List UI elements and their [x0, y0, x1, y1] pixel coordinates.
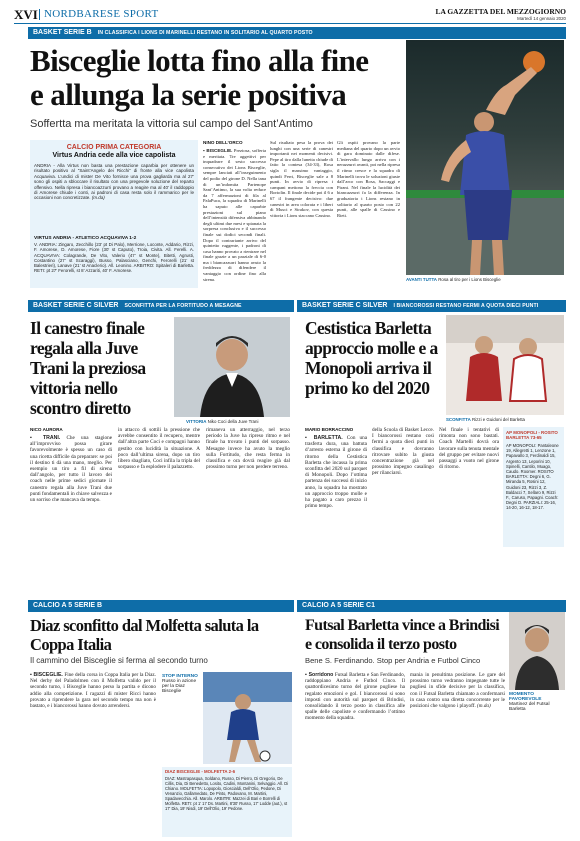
basketball-photo-caption	[406, 277, 564, 282]
caption-text: Niko Coci della Juve Trani	[207, 419, 259, 424]
futsal-headline: Futsal Barletta vince a Brindisi e consolida il terzo posto	[305, 617, 500, 653]
futsal-photo-caption	[509, 692, 565, 712]
top-article-col-1	[203, 140, 266, 290]
calcio-score-title: VIRTUS ANDRIA - ATLETICO ACQUAVIVA 1-2	[34, 236, 137, 241]
calcio-box-kicker: CALCIO PRIMA CATEGORIA	[66, 144, 162, 151]
section-tag: BASKET SERIE C SILVER	[33, 302, 119, 309]
futsal-photo	[509, 612, 565, 690]
article-text: ▪ BARLETTA. Con una trasferta dura, una battuta d’arresto esterna il girone di ritorno della Cestistica Barletta che incassa la prima sconfitta del 2020 sul parquet di Monopoli. Dopo l’ottima partenza dei successi di inizio anno, la squadra ha mostrato un approccio troppo molle e ha pagato a caro prezzo il primo tempo.	[305, 435, 368, 510]
juve-col-1	[30, 427, 112, 597]
futsal-col-1: ▪ Sorridono Futsal Barletta e San Ferdinando, raddoppiano Andria e Futbol Cinco. Il quattordicesimo turno del girone pugliese ha regalato emozioni e gol. I biancorossi si sono imposti con autorità sul parquet di Brindisi, consolidando il terzo posto in classifica alle spalle delle capoliste e confermando l’ottimo momento della squadra.	[305, 672, 406, 722]
article-text: ▪ BISCEGLIE. Preziosa, sofferta e meritata. Tre aggettivi per inquadrare il sesto successo consecutivo dei Lions Bisceglie, sempre lanciati all’inseguimento del podio del girone D. Nella tana di un’indomita Partenope Sant’Antimo, la sua volta reduce da 7 affermazioni di fila al PalaPuca, la squadra di Marinelli ha saputo alle caparbie prestazioni sul piano dell’intensità difensiva abbinando degli ultimi due mesi e spianata la sorpresa conclusiva e il successo finale sui dodici secondi finali. Dopo il contrariante arrivo del quintetto ruggente, i padroni di casa hanno provato a rientrare nel finale grazie a un parziale di 6-0 ma i biancazzurri hanno avuto la freddezza di difendere il vantaggio con ordine fino alla sirena.	[203, 148, 266, 282]
article-byline: MARIO BORRACCINO	[305, 427, 354, 432]
barletta-score-box	[503, 427, 564, 547]
section-tag: CALCIO A 5 SERIE B	[33, 602, 103, 609]
page-number: XVI	[14, 7, 38, 22]
juve-col-3: rimaneva un atterraggio, nel terzo periodo la Juve ha ripreso ritmo e nel finale ha trovato i punti del sorpasso. Mesagne invece ha avuto la meglio sulla Fortitudo, che resta ferma in classifica e ora dovrà reagire già dal prossimo turno per non perdere terreno.	[206, 427, 290, 471]
issue-date: Martedì 14 gennaio 2020	[517, 16, 566, 21]
top-article-col-3: Gli ospiti provano la parte mediana del quarto dopo un avvio di gara dominato dalle difese. L’intervallo lungo arriva con i nerazzurri avanti, poi nella ripresa il ritmo cresce e la squadra di Marinelli trova le soluzioni giuste dall’arco con Rosa, Saccaggi e Pirani. Nel finale la lucidità dei biancazzurri fa la differenza. In graduatoria i Lions restano in solitario al quarto posto con 22 punti, alle spalle di Cassino e Rieti.	[337, 140, 400, 218]
portrait-illustration	[509, 612, 565, 690]
main-headline-line-1: Bisceglie lotta fino alla fine	[30, 43, 369, 78]
section-bar-silver-left	[28, 300, 294, 312]
calcio-box-title: Virtus Andria cede alla vice capolista	[52, 152, 176, 159]
caption-label: AVANTI TUTTA	[406, 277, 437, 282]
section-title: NORDBARESE SPORT	[44, 8, 159, 20]
futsal-player-illustration	[203, 672, 292, 764]
futsal-col-2: mania in penultima posizione. Le gare del prossimo turno vedranno impegnate tutte le pugliesi in sfide decisive per la classifica, con il Futsal Barletta chiamato a confermarsi in casa contro una diretta concorrente per le posizioni che valgono i playoff. (m.da)	[410, 672, 505, 710]
section-tag: BASKET SERIE C SILVER	[302, 302, 388, 309]
player-illustration	[406, 40, 564, 275]
section-bar-calcio5-c1	[297, 600, 566, 612]
barletta-headline: Cestistica Barletta approccio molle e a Monopoli arriva il primo ko del 2020	[305, 318, 438, 398]
caption-label: VITTORIA	[186, 419, 207, 424]
score-text: DIAZ: Mastrapasqua, Soldano, Russo, Di Pierro, Di Gregorio, De Cillis, Dia, Di Benedetto, Losito, Cadini, Montanini, Selvaggio. All. Di Chiano. MOLFETTA: Lopopolo, Gioscialdi, Dell’Olio, Pedone, Di Venanzio, Gallamedato, De Pinto, Padovano, M. Martini, Spadavecchia. All. Marolo. ARBITRI: Mazzei di Bari e Borrelli di Molfetta. RETI: pt 1' 17 Ds. Martini, 8'30' Russo, 17' Lodde (aut.), st 17' Dia, 19' Nisdi, 19' Dell'Olio, 19' Pedone.	[165, 776, 289, 811]
basketball-photo	[406, 40, 564, 275]
article-byline: NICO AURORA	[30, 427, 63, 432]
juve-col-2: in attacco di sottili la pressione che avrebbe consentito il recupero, mentre dall’altra parte Coci e compagni hanno gestito con lucidità la situazione. A poco dall’ultima sirena, dopo un tiro libero sbagliato, Coci infila la tripla del sorpasso e fa esplodere il palazzetto.	[118, 427, 200, 471]
coci-photo	[174, 317, 290, 417]
score-text: AP MONOPOLI: Pantaleone 19, Allegretti 1, Lenzone 1, Papavallo 3, Ferdinaldi 15, Argento 13, Leporini 10, Spinelli, Cantilo, Muago, Caudo. Roomer. ROSITO BARLETTA: Degni 6, G. Miranda 5, Rosini 12, Guidoni 23, Rizzi 3, Z. Baldacci 7, Sellaro 9, Rizzi F., Caruso, Papagni. Coach: Degni D. PARZIALI: 25-16, 14-20, 16-12, 18-17.	[506, 443, 559, 511]
caption-label: MOMENTO FAVOREVOLE	[509, 692, 542, 702]
article-text: ▪ TRANI. Che una stagione all’improvviso possa girare favorevolmente è spesso un caso di una ricetta difficile da preparare: se poi il destino ti dà una mano, meglio. Per esempio un tiro a fil di sirena dall’angolo, per tutto il lavoro dei coach nelle prime sedici giornate il canestro regala alla Juve Trani due punti fondamentali in chiave salvezza e un sorriso che mancava da tempo.	[30, 435, 112, 504]
calcio-score-text: V. ANDRIA: Zingaro, Zecchillo (23’ pt Di Palo), Merrione, Loconte, Addario, Rizzi, F. Amorese, D. Amorese, Fiore (30’ st Caputo), Troia, Civita. All. Ferelli. A. ACQUAVIVA: Colagrande, De Vito, Valerio (47’ st Monte), Bitetti, Agrusti, Costantino (27’ st Scaraggi), Busso, Palasciano, Genchi, Ferorelli (21’ st Balestrieri), Lanave (21’ st Anaclerio). All. Leonino. ARBITRO: Spitaleri di Barletta. RETI: pt 27’ Ferorelli, st 8’ Azzariti, 40’ F. Amorese.	[34, 242, 194, 274]
main-headline-line-2: e allunga la serie positiva	[30, 77, 347, 112]
masthead: LA GAZZETTA DEL MEZZOGIORNO	[435, 7, 566, 16]
main-subhead: Soffertta ma meritata la vittoria sul campo del Sant’Antimo	[30, 118, 313, 130]
section-subtitle: IN CLASSIFICA I LIONS DI MARINELLI RESTANO IN SOLITARIO AL QUARTO POSTO	[97, 30, 313, 36]
diaz-photo-caption	[162, 674, 200, 694]
main-headline	[30, 44, 430, 112]
caption-text: Rosa al tiro per i Lions Bisceglie	[438, 277, 501, 282]
calcio-box-text: ANDRIA - Alla Virtus non basta una prestazione caparbia per ottenere un risultato positivo al “Saint’Angelo dei Ricchi” di fronte alla vice capolista Acquaviva. L’undici di mister De Vito fornisce una prova gagliarda ma al 27’ sono gli ospiti a sbloccare il risultato con una pregevole soluzione del reparto offensivo. Nella ripresa i biancoazzurri provano a reagire ma al 40’ il raddoppio di Amorese chiude i conti, ai padroni di casa resta solo il rammarico per le occasioni non concretizzate. (m.da)	[34, 163, 194, 201]
coach-illustration	[174, 317, 290, 417]
caption-label: SCONFITTA	[446, 417, 471, 422]
section-bar-silver-right	[297, 300, 566, 312]
barletta-col-1	[305, 427, 367, 597]
section-bar-basket-b	[28, 27, 566, 39]
top-article-col-2: Sul risultato pesa la prova dei lunghi con una serie di canestri importanti nei momenti decisivi. Pepe al tiro dalla lunetta chiude di fatto la contesa (34-33), Rosa sigla il massimo vantaggio, quindi Ferri, Bisceglie sale a 8 punti. In avvio di ripresa i campani mettono la freccia con Bortolin. Il finale decide poi il 6 a 67 il frangente decisivo: due canestri in area colorata e i liberi di Musci e Sirakov, con questa vittoria i Lions staccano Cassino.	[270, 140, 333, 218]
diaz-photo	[203, 672, 292, 764]
caption-text: Martinez del Futsal Barletta	[509, 702, 550, 712]
futsal-subhead: Bene S. Ferdinando. Stop per Andria e Futbol Cinco	[305, 656, 481, 665]
header-divider	[39, 9, 40, 20]
barletta-col-2: della Scuola di Basket Lecce. I biancorossi restano così fermi a quota dieci punti in classifica e dovranno ritrovare subito la giusta concentrazione già nel prossimo impegno casalingo per rilanciarsi.	[372, 427, 434, 477]
page-header	[14, 7, 566, 24]
section-tag: CALCIO A 5 SERIE C1	[302, 602, 375, 609]
caption-label: STOP INTERNO	[162, 674, 198, 679]
players-illustration	[446, 315, 564, 415]
calcio-box	[30, 140, 198, 288]
score-title: AP MONOPOLI - ROSITO BARLETTA 73-65	[506, 430, 558, 440]
barletta-col-3: Nel finale i tentativi di rimonta non sono bastati. Coach Martelli dovrà ora lavorare sulla tenuta mentale del gruppo per evitare nuovi passaggi a vuoto nel girone di ritorno.	[439, 427, 499, 471]
caption-text: Rizzi e Guidoni del Barletta	[472, 417, 525, 422]
diaz-headline: Diaz sconfitto dal Molfetta saluta la Coppa Italia	[30, 616, 259, 654]
caption-text: Russo in azione per la Diaz Bisceglie	[162, 679, 197, 694]
article-byline: NINO DELL’ORCO	[203, 140, 243, 145]
section-bar-calcio5-b	[28, 600, 294, 612]
barletta-photo	[446, 315, 564, 415]
section-tag: BASKET SERIE B	[33, 29, 92, 36]
juve-trani-headline: Il canestro finale regala alla Juve Trani la preziosa vittoria nello scontro diretto	[30, 318, 146, 418]
barletta-photo-caption	[446, 417, 564, 422]
diaz-text: ▪ BISCEGLIE. Fine della corsa in Coppa Italia per la Diaz. Nel derby del Paladolmen con il Molfetta valido per il secondo turno, i Bisceglie hanno perso la partita e dicono addio alla competizione. I ragazzi di mister Ricci hanno provato a riprendere la gara nel secondo tempo ma non è bastato, e i biancorossi hanno dovuto arrendersi.	[30, 672, 156, 710]
diaz-subhead: Il cammino del Bisceglie si ferma al secondo turno	[30, 656, 208, 665]
diaz-score-box	[162, 767, 292, 837]
coci-photo-caption	[186, 419, 290, 424]
section-subtitle: SCONFITTA PER LA FORTITUDO A MESAGNE	[124, 303, 242, 309]
score-title: DIAZ BISCEGLIE - MOLFETTA 2-6	[165, 769, 236, 774]
section-subtitle: I BIANCOROSSI RESTANO FERMI A QUOTA DIECI PUNTI	[393, 303, 539, 309]
